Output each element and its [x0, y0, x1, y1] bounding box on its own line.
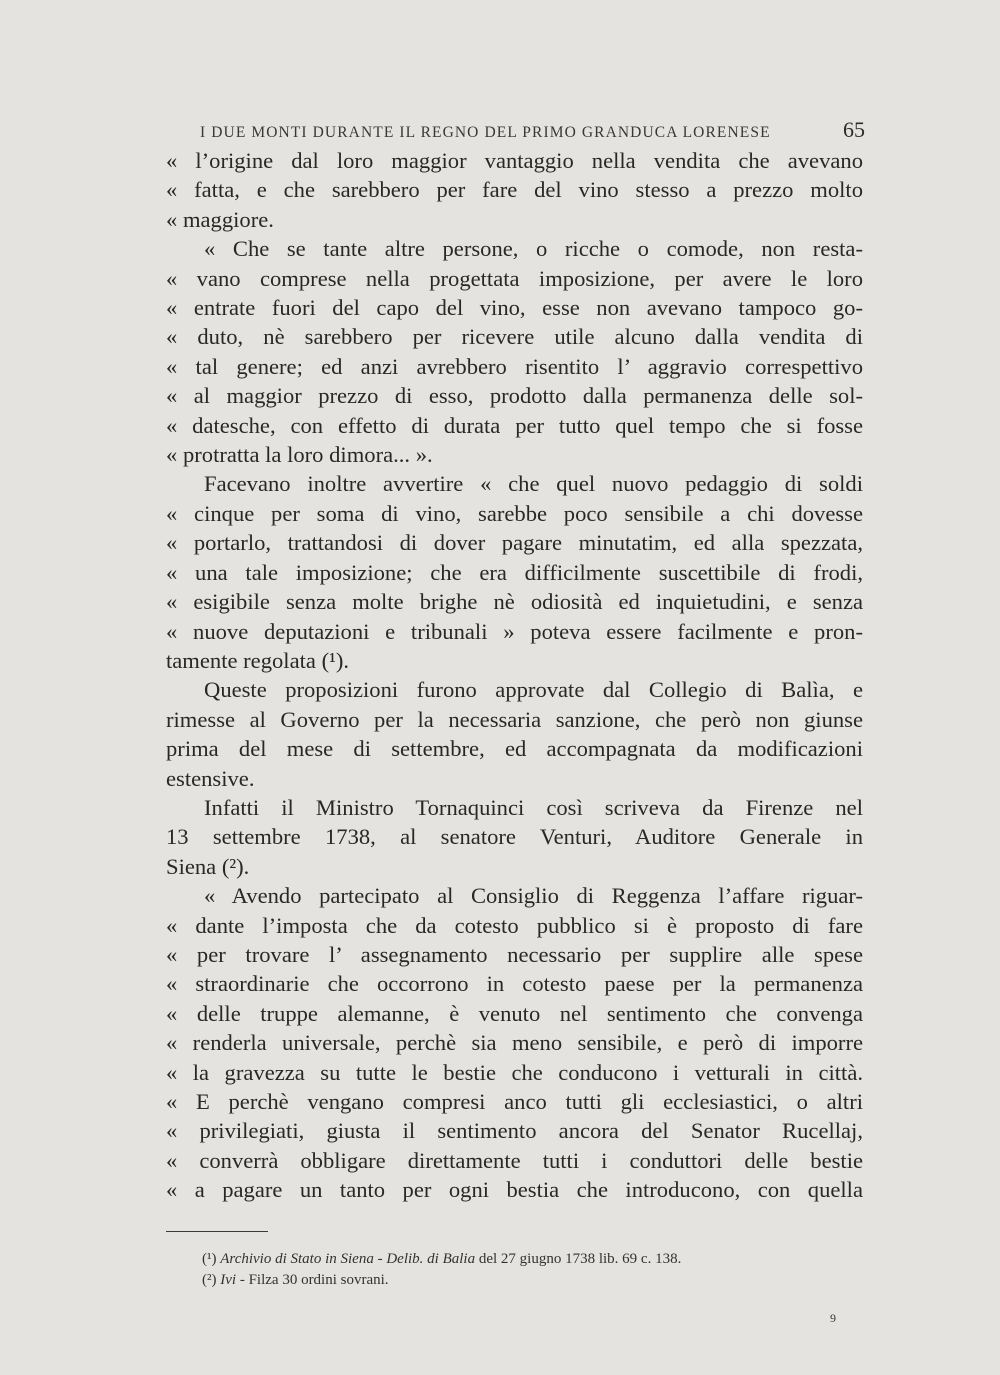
footnote-1-source: Archivio di Stato in Siena - Delib. di Balia — [220, 1251, 476, 1267]
text-line: Facevano inoltre avvertire « che quel nuovo pedaggio di soldi — [204, 471, 863, 497]
text-line: Siena (²). — [166, 853, 250, 879]
text-line: « maggiore. — [166, 206, 274, 232]
text-line: « tal genere; ed anzi avrebbero risentito l’ aggravio correspettivo — [166, 353, 863, 379]
text-line: « delle truppe alemanne, è venuto nel sentimento che convenga — [166, 1000, 863, 1026]
text-line: « nuove deputazioni e tribunali » poteva essere facilmente e pron- — [166, 618, 863, 644]
text-line: tamente regolata (¹). — [166, 647, 350, 673]
text-line: « al maggior prezzo di esso, prodotto dalla permanenza delle sol- — [166, 383, 863, 409]
text-line: « Avendo partecipato al Consiglio di Reggenza l’affare riguar- — [204, 883, 863, 909]
footnote-1 — [202, 1249, 862, 1270]
text-line: « dante l’imposta che da cotesto pubblico si è proposto di fare — [166, 912, 863, 938]
text-line: « vano comprese nella progettata imposizione, per avere le loro — [166, 265, 863, 291]
text-line: « datesche, con effetto di durata per tutto quel tempo che si fosse — [166, 412, 863, 438]
footnote-rule — [166, 1231, 268, 1232]
footnote-2-marker: (²) — [202, 1272, 217, 1288]
text-line: « una tale imposizione; che era difficilmente suscettibile di frodi, — [166, 559, 863, 585]
text-line: Queste proposizioni furono approvate dal Collegio di Balìa, e — [204, 677, 863, 703]
footnote-1-text: del 27 giugno 1738 lib. 69 c. 138. — [478, 1251, 682, 1267]
text-line: « per trovare l’ assegnamento necessario per supplire alle spese — [166, 941, 863, 967]
text-line: rimesse al Governo per la necessaria sanzione, che però non giunse — [166, 706, 863, 732]
text-line: 13 settembre 1738, al senatore Venturi, Auditore Generale in — [166, 824, 863, 850]
footnotes — [202, 1249, 862, 1291]
footnote-2 — [202, 1270, 862, 1291]
text-line: « entrate fuori del capo del vino, esse non avevano tampoco go- — [166, 295, 863, 321]
text-line: « cinque per soma di vino, sarebbe poco sensibile a chi dovesse — [166, 500, 863, 526]
text-line: « E perchè vengano compresi anco tutti gli ecclesiastici, o altri — [166, 1089, 863, 1114]
footnote-2-source: Ivi — [220, 1272, 237, 1288]
text-line: estensive. — [166, 765, 255, 791]
text-line: « portarlo, trattandosi di dover pagare minutatim, ed alla spezzata, — [166, 530, 863, 556]
running-head: I DUE MONTI DURANTE IL REGNO DEL PRIMO GRANDUCA LORENESE — [200, 124, 771, 141]
text-line: « la gravezza su tutte le bestie che conducono i vetturali in città. — [166, 1059, 863, 1085]
text-line: « straordinarie che occorrono in cotesto paese per la permanenza — [166, 971, 863, 997]
text-line: « esigibile senza molte brighe nè odiosità ed inquietudini, e senza — [166, 589, 863, 615]
body-text — [166, 146, 863, 1205]
text-line: « fatta, e che sarebbero per fare del vino stesso a prezzo molto — [166, 177, 863, 203]
page-header — [200, 117, 865, 143]
text-line: « a pagare un tanto per ogni bestia che introducono, con quella — [166, 1177, 863, 1203]
text-line: « protratta la loro dimora... ». — [166, 442, 433, 468]
text-line: « converrà obbligare direttamente tutti i conduttori delle bestie — [166, 1147, 863, 1173]
text-line: « Che se tante altre persone, o ricche o comode, non resta- — [204, 236, 863, 262]
footnote-2-text: - Filza 30 ordini sovrani. — [239, 1272, 389, 1288]
text-line: « duto, nè sarebbero per ricevere utile alcuno dalla vendita di — [166, 324, 863, 350]
footnote-1-marker: (¹) — [202, 1251, 217, 1267]
text-line: Infatti il Ministro Tornaquinci così scriveva da Firenze nel — [204, 794, 863, 820]
signature-mark: 9 — [830, 1311, 836, 1325]
text-line: « privilegiati, giusta il sentimento ancora del Senator Rucellaj, — [166, 1118, 863, 1144]
text-line: « renderla universale, perchè sia meno sensibile, e però di imporre — [166, 1030, 863, 1056]
text-line: « l’origine dal loro maggior vantaggio nella vendita che avevano — [166, 148, 863, 173]
text-line: prima del mese di settembre, ed accompagnata da modificazioni — [166, 736, 863, 762]
page-number: 65 — [843, 117, 865, 142]
